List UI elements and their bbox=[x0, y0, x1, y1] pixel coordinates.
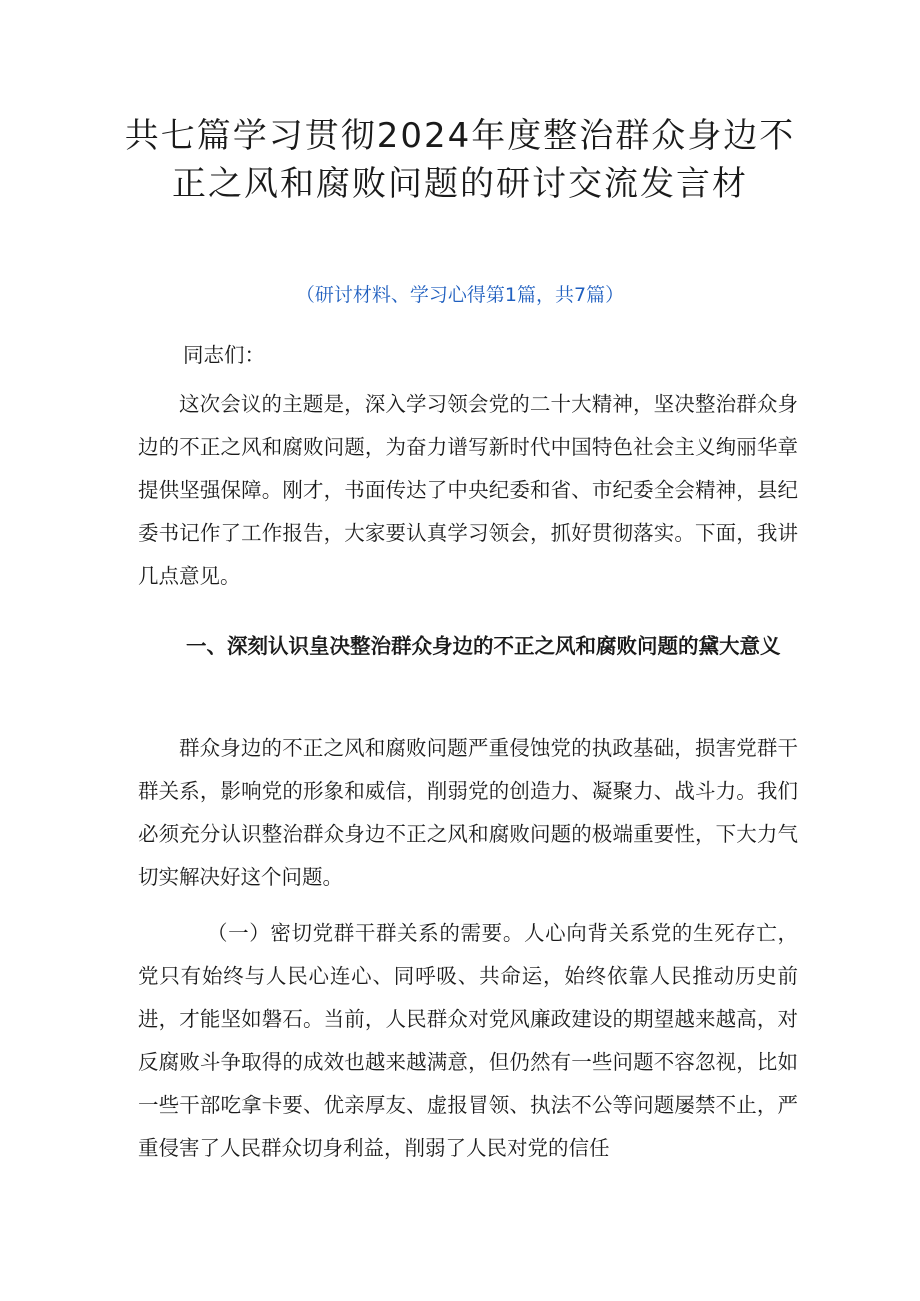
section-heading-1: 一、深刻认识皇决整治群众身边的不正之风和腐败问题的黛大意义 bbox=[186, 634, 781, 658]
paragraph-point-1: （一）密切党群干群关系的需要。人心向背关系党的生死存亡，党只有始终与人民心连心、同呼吸、共命运，始终依靠人民推动历史前进，才能坚如磐石。当前，人民群众对党风廉政建设的期望越来越高，对反腐败斗争取得的成效也越来越满意，但仍然有一些问题不容忽视，比如一些干部吃拿卡要、优亲厚友、虚报冒领、执法不公等问题屡禁不止，严重侵害了人民群众切身利益，削弱了人民对党的信任 bbox=[138, 921, 798, 1160]
document-title-line-2: 正之风和腐败问题的研讨交流发言材 bbox=[172, 164, 748, 204]
paragraph-significance: 群众身边的不正之风和腐败问题严重侵蚀党的执政基础，损害党群干群关系，影响党的形象和威信，削弱党的创造力、凝聚力、战斗力。我们必须充分认识整治群众身边不正之风和腐败问题的极端重要性，下大力气切实解决好这个问题。 bbox=[138, 736, 798, 889]
document-subtitle: （研讨材料、学习心得第1篇，共7篇） bbox=[295, 284, 625, 306]
paragraph-intro: 这次会议的主题是，深入学习领会党的二十大精神，坚决整治群众身边的不正之风和腐败问题，为奋力谱写新时代中国特色社会主义绚丽华章提供坚强保障。刚才，书面传达了中央纪委和省、市纪委全会精神，县纪委书记作了工作报告，大家要认真学习领会，抓好贯彻落实。下面，我讲几点意见。 bbox=[138, 392, 798, 588]
document-title-line-1: 共七篇学习贯彻2024年度整治群众身边不 bbox=[124, 116, 796, 156]
greeting: 同志们： bbox=[183, 343, 265, 367]
